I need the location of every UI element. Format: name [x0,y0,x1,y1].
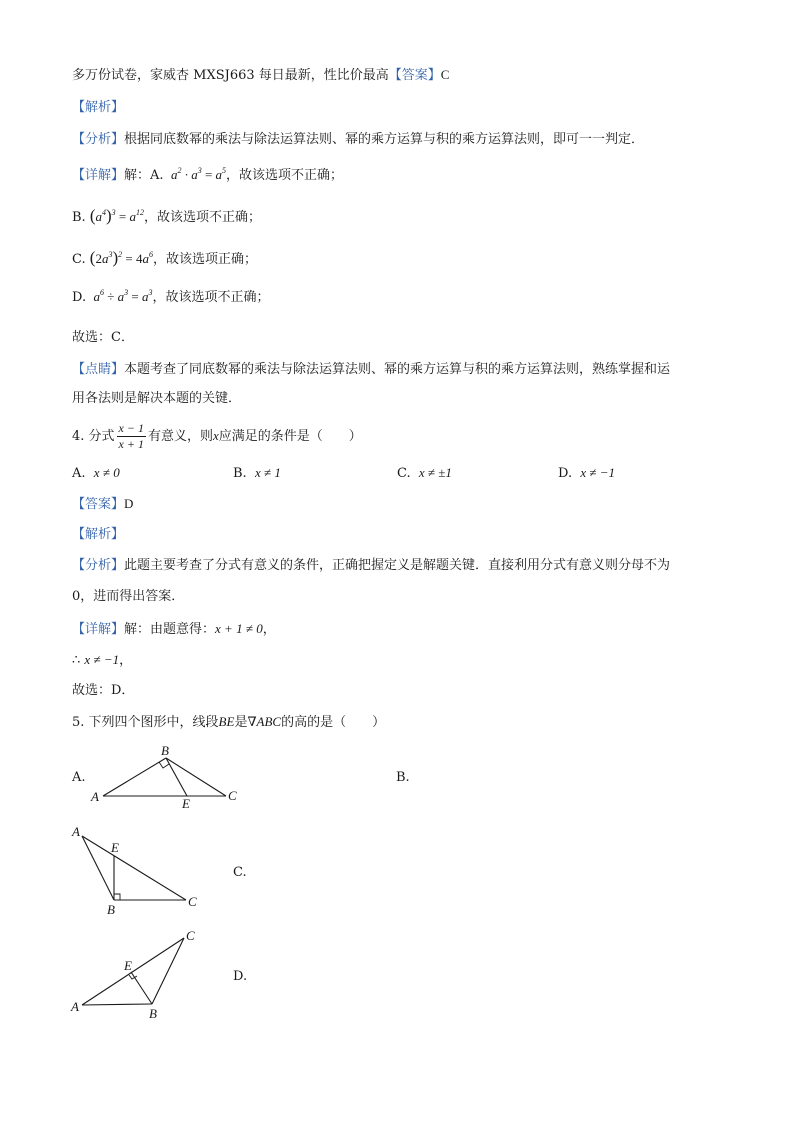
figure-d [66,926,216,1026]
q5-label-b: B. [396,770,410,785]
q4-stem [72,420,362,453]
q4-xiangjie-expr: x + 1 ≠ 0 [215,621,263,636]
q4-option-c-expr: x ≠ ±1 [418,465,452,480]
fenxi-line [72,131,644,149]
q4-stem-mid: 有意义，则 [147,429,213,444]
fig-d-label-b: B [149,1006,157,1021]
figure-b [66,822,216,917]
header-prefix: 多万份试卷，家威杏 MXSJ663 每日最新，性比价最高 [72,68,389,83]
q4-xiangjie-text: 解：由题意得： [124,622,216,637]
q4-fenxi-line-1 [72,557,670,575]
d-comment: ，故该选项不正确； [152,290,270,305]
b-comment: ，故该选项不正确； [144,210,262,225]
q4-therefore-expr: x ≠ −1 [84,652,120,667]
q5-triangle: ∇ABC [247,714,282,729]
q4-conclusion: 故选：D． [72,683,135,698]
q4-answer-value: D [124,496,134,511]
q4-option-a [72,464,120,483]
q4-option-d [558,464,615,483]
therefore-symbol: ∴ [72,653,81,668]
fig-d-label-e: E [124,958,132,973]
formula-b: $(a^4)^3 = a^{12}$ [89,206,145,225]
formula-d: $a^6 \div a^3 = a^3$ [90,288,153,304]
q5-label-d: D. [233,969,248,984]
q4-option-a-expr: x ≠ 0 [93,465,120,480]
fig-b-label-a: A [72,824,80,839]
q4-frac-numerator: x − 1 [118,421,144,435]
fig-a-label-a: A [91,789,99,804]
q3-conclusion: 故选：C． [72,330,134,345]
a-comment: ，故该选项不正确； [226,168,344,183]
fig-b-label-b: B [107,902,115,917]
c-label: C. [72,252,86,267]
fig-d-segment-be [131,972,152,1004]
fig-d-label-c: C [186,928,195,943]
q4-option-c [397,464,452,483]
fig-b-label-c: C [188,894,197,909]
q4-option-c-label: C. [397,466,411,481]
q4-xiangjie-tag: 【详解】 [72,622,125,637]
fig-a-side-bc [166,758,226,796]
fig-d-side-ac [82,938,184,1005]
q4-answer-line [72,495,133,514]
q4-stem-prefix: 4. 分式 [72,429,115,444]
q4-answer-tag: 【答案】 [72,497,125,512]
xiangjie-tag: 【详解】 [72,168,125,183]
fig-b-right-angle-mark [114,894,120,900]
fig-a-segment-be [166,758,187,796]
q5-stem-mid: 是 [234,715,248,730]
fig-a-label-b: B [161,743,169,758]
q4-therefore-line [72,651,132,670]
q4-option-b-label: B. [233,466,247,481]
fig-d-side-ab [82,1004,152,1005]
fenxi-text: 根据同底数幂的乘法与除法运算法则、幂的乘方运算与积的乘方运算法则，即可一一判定． [124,132,645,147]
q4-option-a-label: A. [72,466,86,481]
q5-segment: BE [218,714,235,729]
q4-fraction [117,421,146,452]
q4-fenxi-tag: 【分析】 [72,558,125,573]
fig-a-right-angle-mark [159,762,169,768]
option-c-line [72,249,257,269]
q4-xiangjie-line [72,620,276,639]
formula-c: $(2a^3)^2 = 4a^6$ [89,248,153,267]
q4-fenxi-text-1: 此题主要考查了分式有意义的条件，正确把握定义是解题关键．直接利用分式有意义则分母不为 [124,558,671,573]
d-label: D. [72,290,87,305]
dianjing-line-1 [72,361,670,379]
q4-stem-var: x [213,428,219,443]
answer-value: C [440,67,450,82]
xiangjie-line-a [72,166,343,185]
q4-therefore-end: ， [119,653,133,668]
q5-stem-prefix: 5. 下列四个图形中，线段 [72,715,219,730]
q4-option-d-label: D. [558,466,573,481]
option-d-line [72,288,269,307]
q5-label-c: C. [233,865,247,880]
fig-b-label-e: E [111,840,119,855]
b-label: B. [72,210,86,225]
q5-stem [72,713,385,732]
q5-label-a: A. [72,770,86,785]
header-line [72,66,449,85]
fig-a-label-c: C [228,788,237,803]
dianjing-line-2: 用各法则是解决本题的关键． [72,391,242,406]
answer-tag: 【答案】 [388,68,441,83]
xiangjie-intro: 解：A. [124,168,164,183]
formula-a: $a^2 \cdot a^3 = a^5$ [167,166,227,182]
fenxi-tag: 【分析】 [72,132,125,147]
fig-a-side-ab [103,758,166,796]
q4-stem-suffix: 应满足的条件是（ ） [218,429,362,444]
fig-d-label-a: A [71,999,79,1014]
q4-jiexi-heading: 【解析】 [72,527,125,542]
q4-fenxi-line-2: 0，进而得出答案． [72,589,185,604]
q4-option-b [233,464,281,483]
q4-frac-denominator: x + 1 [118,437,144,451]
dianjing-text-1: 本题考查了同底数幂的乘法与除法运算法则、幂的乘方运算与积的乘方运算法则，熟练掌握和运 [124,362,671,377]
figure-a [88,742,248,812]
q4-xiangjie-end: ， [262,622,276,637]
q5-stem-suffix: 的高的是（ ） [281,715,386,730]
q4-option-d-expr: x ≠ −1 [580,465,616,480]
q4-option-b-expr: x ≠ 1 [254,465,281,480]
c-comment: ，故该选项正确； [152,252,257,267]
option-b-line [72,207,261,227]
jiexi-heading: 【解析】 [72,100,125,115]
fig-a-label-e: E [182,796,190,811]
dianjing-tag: 【点睛】 [72,362,125,377]
